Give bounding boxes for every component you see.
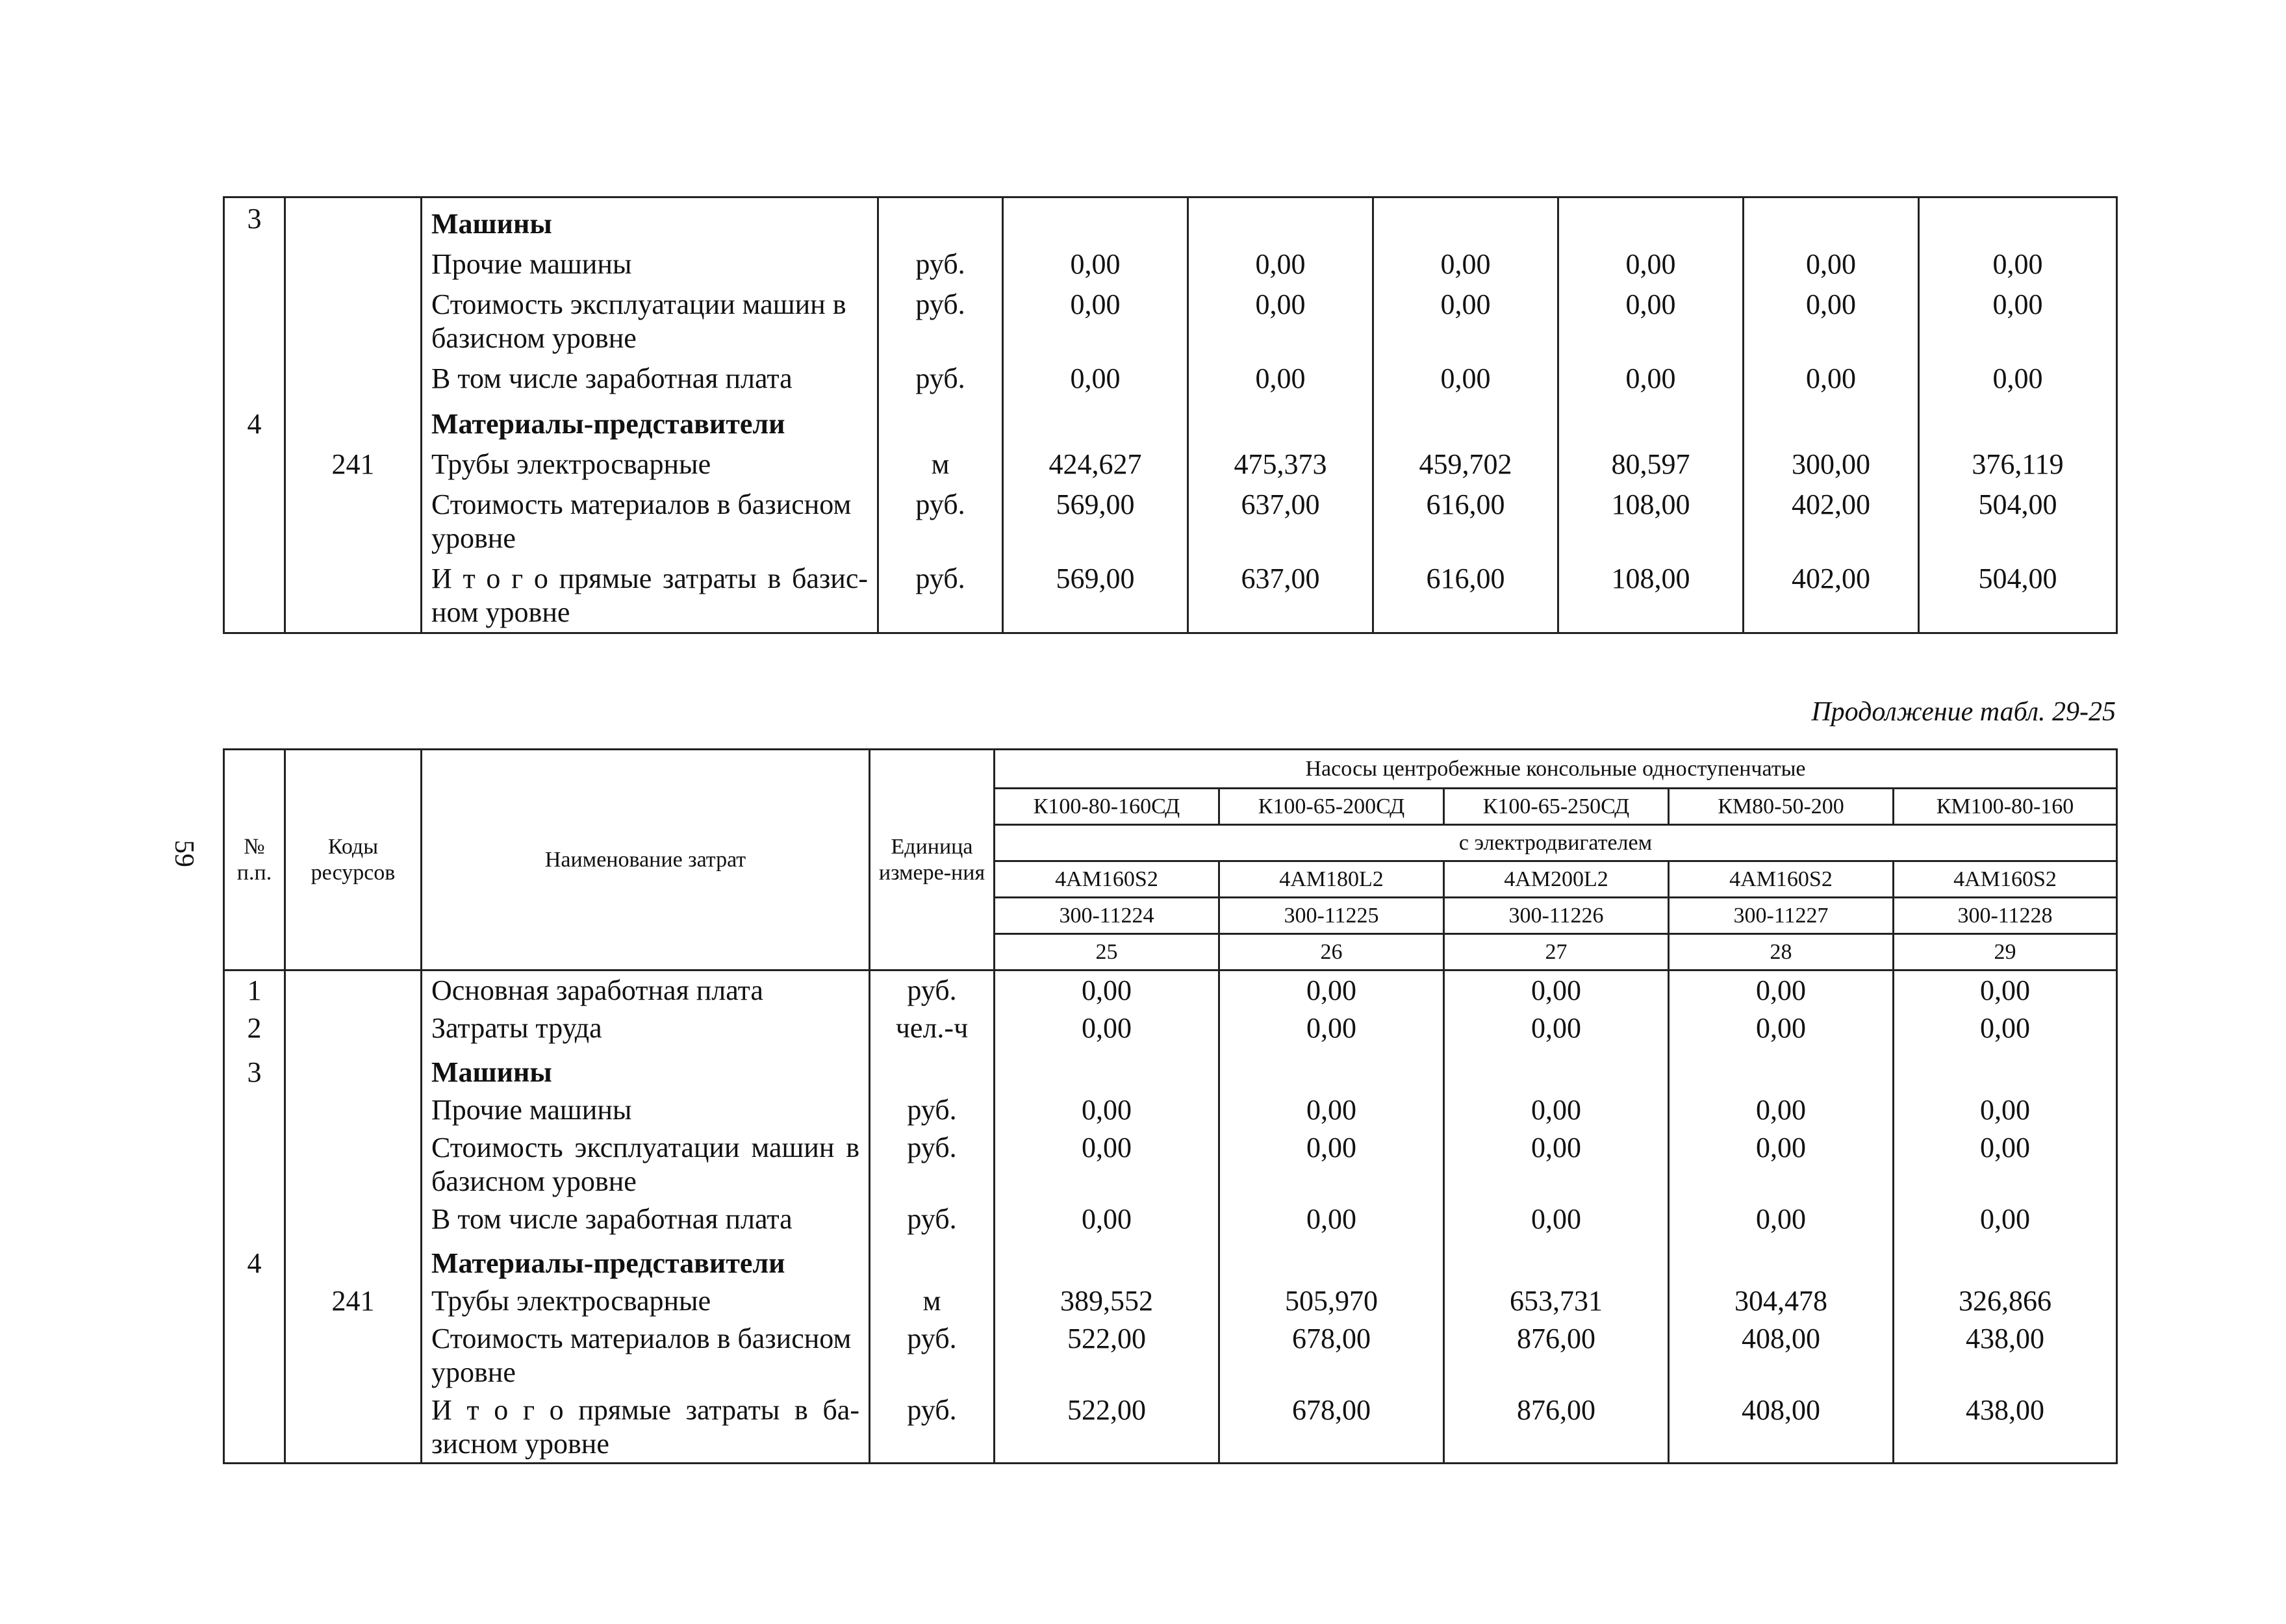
catalog-code: 300-11227 <box>1669 898 1894 934</box>
unit: руб. <box>870 1128 995 1200</box>
unit: руб. <box>878 284 1003 358</box>
value-cell: 0,00 <box>1373 358 1558 398</box>
value-cell: 402,00 <box>1744 484 1919 558</box>
unit: руб. <box>870 1391 995 1464</box>
value-cell: 0,00 <box>1444 1091 1669 1128</box>
cost-name: Стоимость материалов в базисном уровне <box>422 484 878 558</box>
value-cell: 637,00 <box>1188 558 1373 633</box>
value-cell: 0,00 <box>1669 1128 1894 1200</box>
section-row-machines <box>224 197 2117 244</box>
value-cell: 0,00 <box>1894 971 2117 1009</box>
value-cell: 0,00 <box>1219 1091 1444 1128</box>
header-number: № п.п. <box>224 750 285 971</box>
value-cell: 678,00 <box>1219 1319 1444 1391</box>
unit: чел.-ч <box>870 1009 995 1047</box>
table-row <box>224 444 2117 484</box>
resource-code: 241 <box>285 1282 422 1319</box>
value-cell: 0,00 <box>1373 244 1558 284</box>
value-cell: 0,00 <box>1558 284 1744 358</box>
value-cell: 678,00 <box>1219 1391 1444 1464</box>
table-row <box>224 1128 2117 1200</box>
table-row <box>224 1091 2117 1128</box>
value-cell: 0,00 <box>995 1128 1219 1200</box>
value-cell: 0,00 <box>1669 1009 1894 1047</box>
row-number: 2 <box>224 1009 285 1047</box>
value-cell: 108,00 <box>1558 484 1744 558</box>
resource-code: 241 <box>285 444 422 484</box>
value-cell: 408,00 <box>1669 1319 1894 1391</box>
cost-name: И т о г о прямые затраты в базис-ном уровне <box>422 558 878 633</box>
value-cell: 300,00 <box>1744 444 1919 484</box>
value-cell: 0,00 <box>1003 358 1188 398</box>
unit: м <box>878 444 1003 484</box>
value-cell: 0,00 <box>1444 1009 1669 1047</box>
value-cell: 616,00 <box>1373 484 1558 558</box>
unit: руб. <box>870 1319 995 1391</box>
value-cell: 326,866 <box>1894 1282 2117 1319</box>
value-cell: 504,00 <box>1919 558 2117 633</box>
value-cell: 0,00 <box>1894 1091 2117 1128</box>
value-cell: 0,00 <box>1894 1200 2117 1237</box>
cost-name: Прочие машины <box>422 1091 870 1128</box>
cost-name: Затраты труда <box>422 1009 870 1047</box>
catalog-code: 300-11226 <box>1444 898 1669 934</box>
table-row <box>224 1319 2117 1391</box>
value-cell: 505,970 <box>1219 1282 1444 1319</box>
header-row <box>224 750 2117 789</box>
cost-name: И т о г о прямые затраты в ба-зисном уровне <box>422 1391 870 1464</box>
value-cell: 0,00 <box>1373 284 1558 358</box>
table-row <box>224 1200 2117 1237</box>
motor-label: с электродвигателем <box>995 825 2117 861</box>
page-number: 59 <box>169 840 199 867</box>
model-label: К100-65-200СД <box>1219 789 1444 825</box>
value-cell: 0,00 <box>1219 1009 1444 1047</box>
value-cell: 0,00 <box>1219 1200 1444 1237</box>
table-row <box>224 244 2117 284</box>
table-row <box>224 358 2117 398</box>
unit: руб. <box>878 484 1003 558</box>
motor-type: 4АМ160S2 <box>995 861 1219 898</box>
table-caption: Продолжение табл. 29-25 <box>1811 697 2116 727</box>
unit: руб. <box>878 358 1003 398</box>
value-cell: 0,00 <box>1444 971 1669 1009</box>
value-cell: 637,00 <box>1188 484 1373 558</box>
section-title: Материалы-представители <box>422 1237 870 1282</box>
value-cell: 0,00 <box>1744 284 1919 358</box>
section-title: Машины <box>422 197 878 244</box>
cost-name: В том числе заработная плата <box>422 358 878 398</box>
resource-code-cell <box>285 197 422 244</box>
header-group: Насосы центробежные консольные одноступенчатые <box>995 750 2117 789</box>
cost-name: Основная заработная плата <box>422 971 870 1009</box>
value-cell: 438,00 <box>1894 1319 2117 1391</box>
value-cell: 0,00 <box>1669 1091 1894 1128</box>
value-cell: 504,00 <box>1919 484 2117 558</box>
value-cell: 0,00 <box>1188 358 1373 398</box>
row-number: 1 <box>224 971 285 1009</box>
value-cell: 616,00 <box>1373 558 1558 633</box>
table-row <box>224 484 2117 558</box>
value-cell: 304,478 <box>1669 1282 1894 1319</box>
motor-type: 4АМ180L2 <box>1219 861 1444 898</box>
section-title: Машины <box>422 1047 870 1091</box>
value-cell: 0,00 <box>995 971 1219 1009</box>
cost-name: Прочие машины <box>422 244 878 284</box>
value-cell: 0,00 <box>1558 244 1744 284</box>
value-cell: 0,00 <box>1558 358 1744 398</box>
column-number: 29 <box>1894 934 2117 971</box>
value-cell: 0,00 <box>1444 1128 1669 1200</box>
model-label: КМ100-80-160 <box>1894 789 2117 825</box>
value-cell: 0,00 <box>1894 1009 2117 1047</box>
cost-name: Стоимость эксплуатации машин в базисном уровне <box>422 284 878 358</box>
value-cell: 522,00 <box>995 1391 1219 1464</box>
motor-type: 4АМ160S2 <box>1894 861 2117 898</box>
row-number: 3 <box>224 1047 285 1091</box>
catalog-code: 300-11224 <box>995 898 1219 934</box>
value-cell: 569,00 <box>1003 484 1188 558</box>
table-row <box>224 1282 2117 1319</box>
table-row-total <box>224 558 2117 633</box>
cost-name: Стоимость материалов в базисном уровне <box>422 1319 870 1391</box>
value-cell: 80,597 <box>1558 444 1744 484</box>
value-cell: 0,00 <box>1744 358 1919 398</box>
unit: руб. <box>878 244 1003 284</box>
value-cell: 522,00 <box>995 1319 1219 1391</box>
value-cell: 0,00 <box>1744 244 1919 284</box>
cost-name: В том числе заработная плата <box>422 1200 870 1237</box>
row-number: 4 <box>224 1237 285 1282</box>
value-cell: 0,00 <box>1188 244 1373 284</box>
column-number: 27 <box>1444 934 1669 971</box>
table-row-total <box>224 1391 2117 1464</box>
value-cell: 0,00 <box>1894 1128 2117 1200</box>
column-number: 26 <box>1219 934 1444 971</box>
section-row-materials <box>224 1237 2117 1282</box>
column-number: 28 <box>1669 934 1894 971</box>
value-cell: 0,00 <box>1669 971 1894 1009</box>
value-cell: 0,00 <box>1003 244 1188 284</box>
catalog-code: 300-11228 <box>1894 898 2117 934</box>
unit: м <box>870 1282 995 1319</box>
value-cell: 569,00 <box>1003 558 1188 633</box>
value-cell: 408,00 <box>1669 1391 1894 1464</box>
value-cell: 475,373 <box>1188 444 1373 484</box>
row-number: 4 <box>224 398 285 444</box>
model-label: К100-65-250СД <box>1444 789 1669 825</box>
model-label: К100-80-160СД <box>995 789 1219 825</box>
value-cell: 108,00 <box>1558 558 1744 633</box>
section-row-materials <box>224 398 2117 444</box>
unit: руб. <box>870 1200 995 1237</box>
motor-type: 4АМ160S2 <box>1669 861 1894 898</box>
column-number: 25 <box>995 934 1219 971</box>
value-cell: 0,00 <box>1444 1200 1669 1237</box>
value-cell: 459,702 <box>1373 444 1558 484</box>
table-row <box>224 284 2117 358</box>
header-name: Наименование затрат <box>422 750 870 971</box>
cost-name: Стоимость эксплуатации машин в базисном уровне <box>422 1128 870 1200</box>
cost-name: Трубы электросварные <box>422 1282 870 1319</box>
value-cell: 0,00 <box>1219 971 1444 1009</box>
value-cell: 376,119 <box>1919 444 2117 484</box>
header-unit: Единица измере-ния <box>870 750 995 971</box>
section-title: Материалы-представители <box>422 398 878 444</box>
motor-type: 4АМ200L2 <box>1444 861 1669 898</box>
value-cell: 402,00 <box>1744 558 1919 633</box>
value-cell: 0,00 <box>1219 1128 1444 1200</box>
value-cell: 876,00 <box>1444 1391 1669 1464</box>
value-cell: 424,627 <box>1003 444 1188 484</box>
value-cell: 0,00 <box>995 1009 1219 1047</box>
value-cell: 0,00 <box>995 1091 1219 1128</box>
row-number: 3 <box>224 197 285 244</box>
table-row <box>224 1009 2117 1047</box>
unit: руб. <box>870 971 995 1009</box>
value-cell: 0,00 <box>1919 284 2117 358</box>
value-cell: 0,00 <box>1669 1200 1894 1237</box>
unit: руб. <box>878 558 1003 633</box>
bottom-table <box>223 748 2118 1464</box>
catalog-code: 300-11225 <box>1219 898 1444 934</box>
value-cell: 0,00 <box>995 1200 1219 1237</box>
value-cell: 653,731 <box>1444 1282 1669 1319</box>
table-row <box>224 971 2117 1009</box>
unit: руб. <box>870 1091 995 1128</box>
value-cell: 0,00 <box>1919 244 2117 284</box>
top-table <box>223 196 2118 634</box>
cost-name: Трубы электросварные <box>422 444 878 484</box>
value-cell: 438,00 <box>1894 1391 2117 1464</box>
value-cell: 389,552 <box>995 1282 1219 1319</box>
value-cell: 0,00 <box>1188 284 1373 358</box>
header-codes: Коды ресурсов <box>285 750 422 971</box>
section-row-machines <box>224 1047 2117 1091</box>
value-cell: 0,00 <box>1003 284 1188 358</box>
value-cell: 876,00 <box>1444 1319 1669 1391</box>
value-cell: 0,00 <box>1919 358 2117 398</box>
model-label: КМ80-50-200 <box>1669 789 1894 825</box>
